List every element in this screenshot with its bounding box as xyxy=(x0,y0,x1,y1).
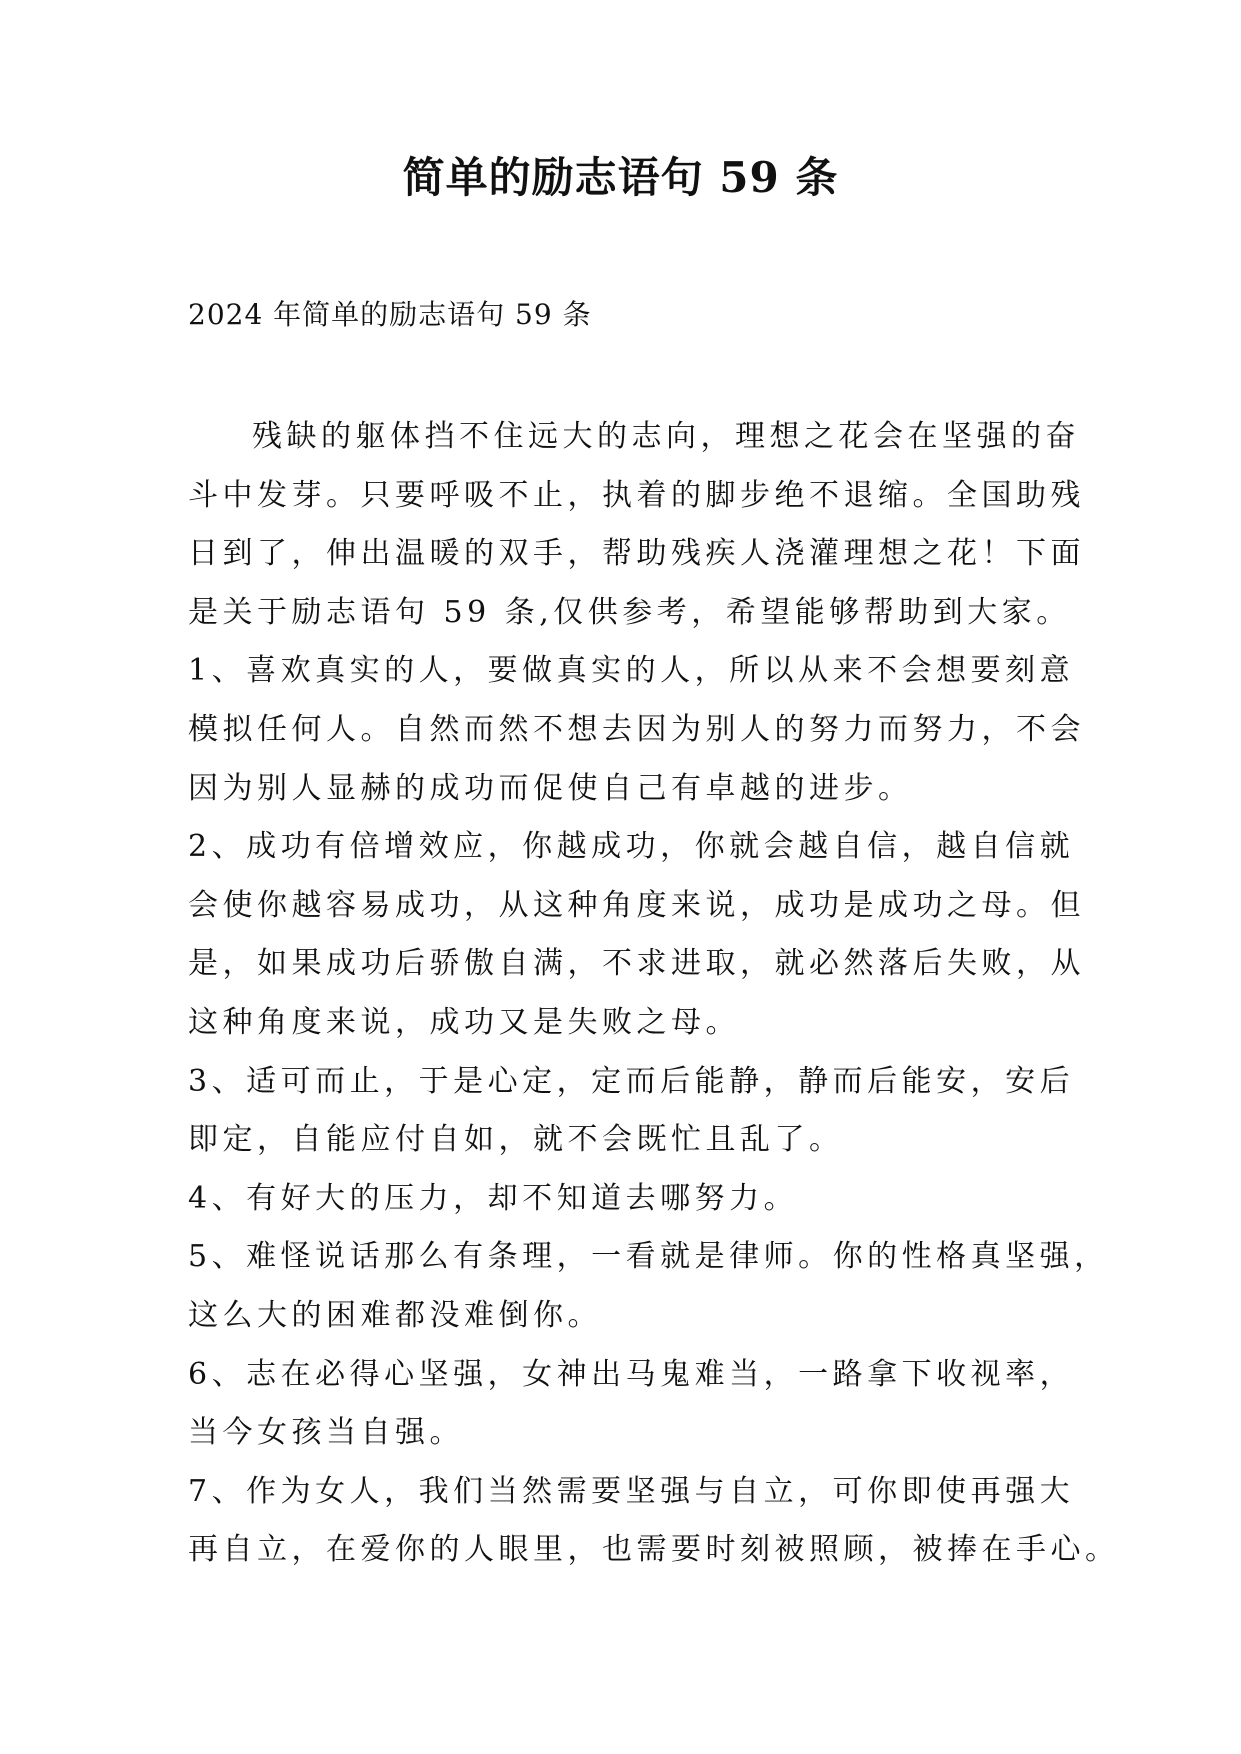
paragraph-line: 是，如果成功后骄傲自满，不求进取，就必然落后失败，从 xyxy=(188,946,1085,982)
paragraph-line: 会使你越容易成功，从这种角度来说，成功是成功之母。但 xyxy=(188,887,1085,923)
document-title: 简单的励志语句 59 条 xyxy=(402,153,839,202)
paragraph-line: 4、有好大的压力，却不知道去哪努力。 xyxy=(188,1180,799,1216)
paragraph-line: 残缺的躯体挡不住远大的志向，理想之花会在坚强的奋 xyxy=(252,419,1080,454)
paragraph-line: 即定，自能应付自如，就不会既忙且乱了。 xyxy=(188,1122,844,1158)
paragraph-line: 当今女孩当自强。 xyxy=(188,1415,464,1451)
paragraph-line: 这种角度来说，成功又是失败之母。 xyxy=(188,1004,740,1040)
paragraph-line: 3、适可而止，于是心定，定而后能静，静而后能安，安后 xyxy=(188,1063,1075,1099)
document-subtitle: 2024 年简单的励志语句 59 条 xyxy=(188,298,592,331)
paragraph-line: 这么大的困难都没难倒你。 xyxy=(188,1297,602,1333)
paragraph-line: 模拟任何人。自然而然不想去因为别人的努力而努力，不会 xyxy=(188,711,1085,747)
paragraph-line: 7、作为女人，我们当然需要坚强与自立，可你即使再强大 xyxy=(188,1473,1075,1509)
paragraph-line: 5、难怪说话那么有条理，一看就是律师。你的性格真坚强， xyxy=(188,1239,1109,1275)
paragraph-line: 再自立，在爱你的人眼里，也需要时刻被照顾，被捧在手心。 xyxy=(188,1532,1120,1568)
paragraph-line: 2、成功有倍增效应，你越成功，你就会越自信，越自信就 xyxy=(188,829,1075,865)
paragraph-line: 日到了，伸出温暖的双手，帮助残疾人浇灌理想之花！下面 xyxy=(188,536,1085,572)
paragraph-line: 因为别人显赫的成功而促使自己有卓越的进步。 xyxy=(188,770,913,806)
paragraph-line: 是关于励志语句 59 条,仅供参考，希望能够帮助到大家。 xyxy=(188,594,1071,630)
paragraph-line: 斗中发芽。只要呼吸不止，执着的脚步绝不退缩。全国助残 xyxy=(188,477,1085,513)
document-body xyxy=(188,408,1120,1580)
paragraph-line: 6、志在必得心坚强，女神出马鬼难当，一路拿下收视率， xyxy=(188,1356,1075,1392)
paragraph-line: 1、喜欢真实的人，要做真实的人，所以从来不会想要刻意 xyxy=(188,653,1075,689)
